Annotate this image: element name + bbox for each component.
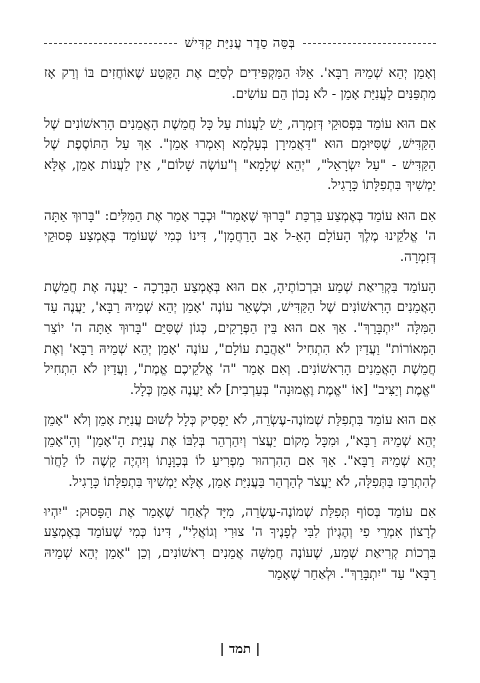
paragraph: הָעוֹמֵד בִּקְרִיאַת שְׁמַע וּבִרְכוֹתֶיהָ, אִם הוּא בְּאֶמְצַע הַבְּרָכָה - יַעֲנֶה אֶת חֲמֵשֶׁת הָאֲמֵנִים הָרִאשׁוֹנִים שֶׁל הַקַּדִּישׁ, וּכְשֶׁאֵר עוֹנֶה 'אָמֵן יְהֵא שְׁמֵיהּ רַבָּא', יַעֲנֶה עַד הַמִּלָּה "יִתְבָּרַךְ". אַךְ אִם הוּא בֵּין הַפְּרָקִים, כְּגוֹן שֶׁסִּיֵּם "בָּרוּךְ אַתָּה ה' יוֹצֵר הַמְּאוֹרוֹת" וַעֲדַיִן לֹא הִתְחִיל "אַהֲבַת עוֹלָם", עוֹנֶה 'אָמֵן יְהֵא שְׁמֵיהּ רַבָּא' וְאֶת חֲמֵשֶׁת הָאֲמֵנִים הָרִאשׁוֹנִים. וְאִם אָמַר "ה' אֱלֹקֵיכֶם אֱמֶת", וַעֲדַיִן לֹא הִתְחִיל "אֱמֶת וְיַצִּיב" [אוֹ "אֱמֶת וֶאֱמוּנָה" בְּעַרְבִית] לֹא יַעֲנֶה אָמֵן כְּלָל. [44,279,436,398]
page-number: | תמד | [219,642,261,657]
header-rule-right [303,43,436,44]
paragraph: אִם עוֹמֵד בְּסוֹף תְּפִלַּת שְׁמוֹנֶה-עֶשְׂרֵה, מִיָּד לְאַחַר שֶׁאָמַר אֶת הַפָּסוּק: "יִהְיוּ לְרָצוֹן אִמְרֵי פִי וְהֶגְיוֹן לִבִּי לְפָנֶיךָ ה' צוּרִי וְגוֹאֲלִי", דִּינוֹ כְּמִי שֶׁעוֹמֵד בְּאֶמְצַע בִּרְכוֹת קְרִיאַת שְׁמַע, שֶׁעוֹנֶה חֲמִשָּׁה אֲמֵנִים רִאשׁוֹנִים, וְכֵן "אָמֵן יְהֵא שְׁמֵיהּ רַבָּא" עַד "יִתְבָּרַךְ". וּלְאַחַר שֶׁאָמַר [44,504,436,582]
paragraph: וְאָמֵן יְהֵא שְׁמֵיהּ רַבָּא'. אֵלּוּ הַמַּקְפִּידִים לְסַיֵּם אֶת הַקֶּטַע שֶׁאוֹחֲזִים בּוֹ וְרַק אָז מִתְפַּנִּים לַעֲנִיַּת אָמֵן - לֹא נָכוֹן הֵם עוֹשִׂים. [44,66,436,102]
paragraph: אִם הוּא עוֹמֵד בִּתְפִלַּת שְׁמוֹנֶה-עֶשְׂרֵה, לֹא יַפְסִיק כְּלָל לְשׁוּם עֲנִיַּת אָמֵן וְלֹא "אָמֵן יְהֵא שְׁמֵיהּ רַבָּא", וּמִכָּל מָקוֹם יַעֲצֹר וְיִהַרְהֵר בְּלִבּוֹ אֶת עֲנִיַּת הָ"אָמֵן" וְהָ"אָמֵן יְהֵא שְׁמֵיהּ רַבָּא". אַךְ אִם הַהִרְהוּר מַפְרִיעַ לוֹ בְּכַוָּנָתוֹ וְיִהְיֶה קָשֶׁה לוֹ לַחֲזֹר לְהִתְרַכֵּז בַּתְּפִלָּה, לֹא יַעֲצֹר לְהַרְהֵר בַּעֲנִיַּת אָמֵן, אֶלָּא יַמְשִׁיךְ בִּתְפִלָּתוֹ כָּרָגִיל. [44,412,436,490]
paragraph: אִם הוּא עוֹמֵד בִּפְסוּקֵי דְּזִמְרָה, יֵשׁ לַעֲנוֹת עַל כָּל חֲמֵשֶׁת הָאֲמֵנִים הָרִאשׁוֹנִים שֶׁל הַקַּדִּישׁ, שֶׁסִּיּוּמָם הוּא "דַּאֲמִירָן בְּעָלְמָא וְאִמְרוּ אָמֵן". אַךְ עַל הַתּוֹסֶפֶת שֶׁל הַקַּדִּישׁ - "עַל יִשְׂרָאֵל", "יְהֵא שְׁלָמָא" וְ"עוֹשֶׂה שָׁלוֹם", אֵין לַעֲנוֹת אָמֵן, אֶלָּא יַמְשִׁיךְ בִּתְפִלָּתוֹ כָּרָגִיל. [44,116,436,194]
running-header [44,34,436,52]
paragraph: אִם הוּא עוֹמֵד בְּאֶמְצַע בִּרְכַּת "בָּרוּךְ שֶׁאָמַר" וּכְבָר אָמַר אֶת הַמִּלִּים: "בָּרוּךְ אַתָּה ה' אֱלֹקֵינוּ מֶלֶךְ הָעוֹלָם הָאֵ-ל אָב הָרַחֲמָן", דִּינוֹ כְּמִי שֶׁעוֹמֵד בְּאֶמְצַע פְּסוּקֵי דְּזִמְרָה. [44,208,436,265]
body-text [44,64,436,595]
header-rule-left [44,43,177,44]
header-title: בְּסֵּה סֵדֶר עֲנִיַּת קַדִּישׁ [184,36,296,51]
